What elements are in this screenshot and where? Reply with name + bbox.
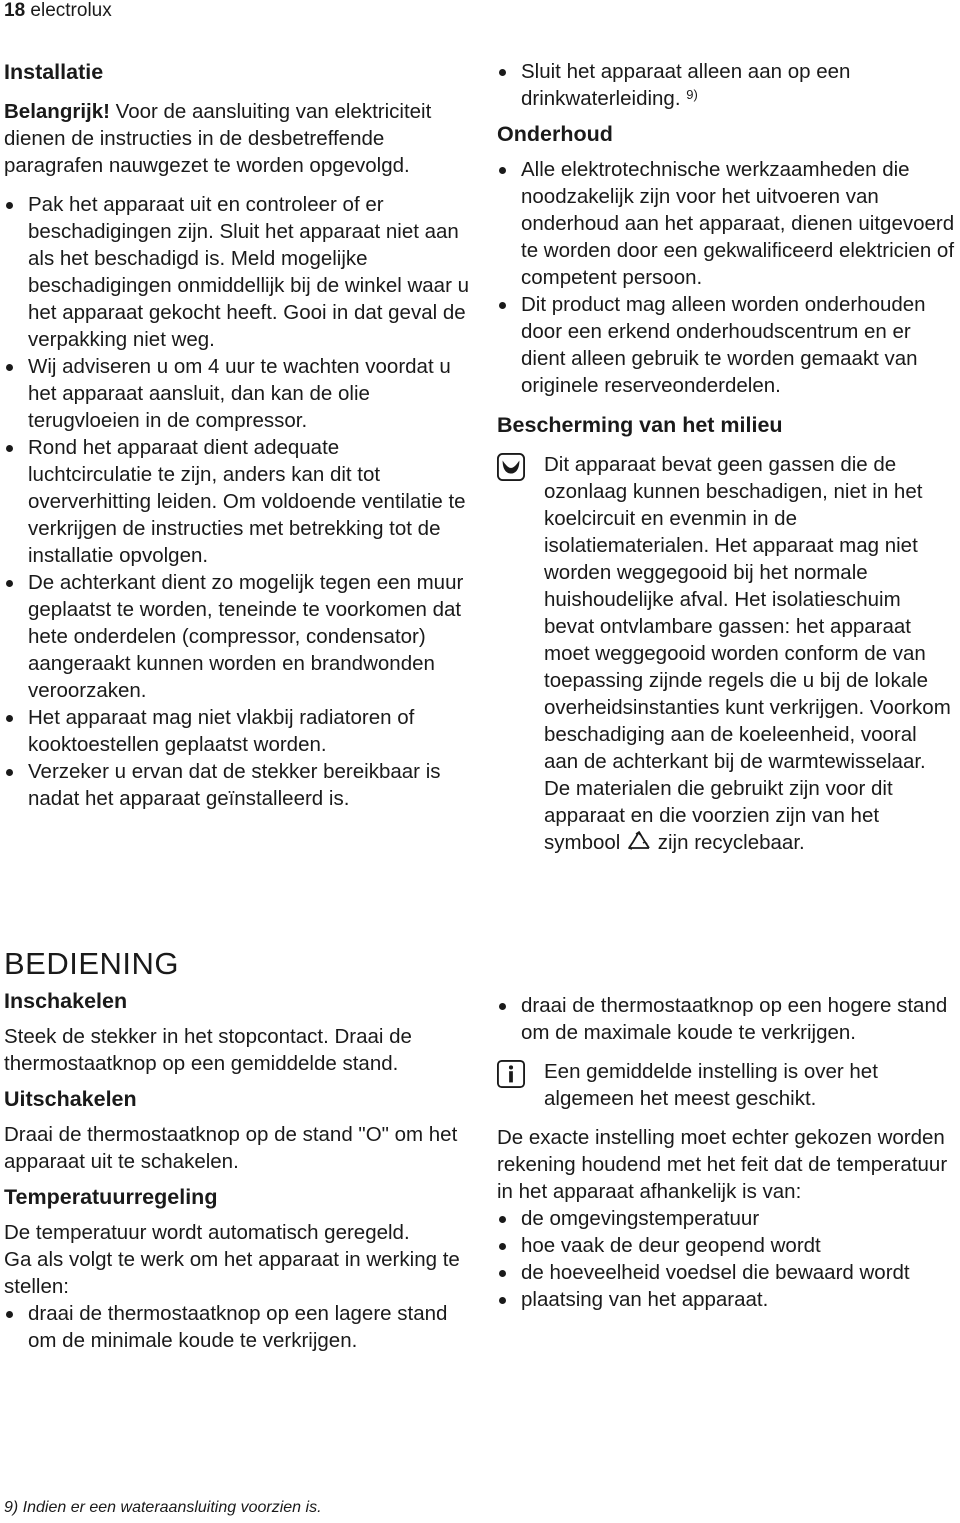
important-paragraph	[4, 98, 469, 179]
list-item: Wij adviseren u om 4 uur te wachten voordat u het apparaat aansluit, dan kan de olie terugvloeien in de compressor.	[4, 353, 469, 434]
brand-name: electrolux	[30, 0, 112, 21]
list-item: draai de thermostaatknop op een hogere stand om de maximale koude te verkrijgen.	[497, 992, 955, 1046]
uitschakelen-text: Draai de thermostaatknop op de stand "O" om het apparaat uit te schakelen.	[4, 1123, 458, 1173]
inschakelen-title: Inschakelen	[4, 989, 128, 1013]
milieu-note	[497, 451, 955, 856]
info-note	[497, 1058, 955, 1112]
temperatuur-list	[4, 1300, 469, 1354]
list-item: de omgevingstemperatuur	[497, 1205, 955, 1232]
footnote: 9) Indien er een wateraansluiting voorzien is.	[4, 1499, 322, 1516]
temperatuur-list-continued	[497, 992, 955, 1046]
exact-setting-text: De exacte instelling moet echter gekozen worden rekening houdend met het feit dat de temperatuur in het apparaat afhankelijk is van:	[497, 1126, 948, 1203]
right-column-bottom	[497, 992, 955, 1313]
bediening-title: BEDIENING	[4, 946, 180, 981]
temperatuur-text-1: De temperatuur wordt automatisch geregeld.	[4, 1221, 410, 1244]
factors-list	[497, 1205, 955, 1313]
environment-icon	[497, 453, 525, 481]
info-icon	[497, 1060, 525, 1088]
list-item	[497, 58, 955, 112]
important-label: Belangrijk!	[4, 100, 110, 123]
list-item: draai de thermostaatknop op een lagere stand om de minimale koude te verkrijgen.	[4, 1300, 469, 1354]
installatie-title: Installatie	[4, 60, 104, 84]
water-item-text: Sluit het apparaat alleen aan op een drinkwaterleiding.	[521, 60, 851, 110]
milieu-title: Bescherming van het milieu	[497, 413, 783, 437]
installatie-section	[4, 58, 469, 812]
info-note-text: Een gemiddelde instelling is over het algemeen het meest geschikt.	[544, 1060, 878, 1110]
milieu-text-end: zijn recyclebaar.	[652, 831, 805, 854]
inschakelen-text: Steek de stekker in het stopcontact. Draai de thermostaatknop op een gemiddelde stand.	[4, 1025, 412, 1075]
water-list	[497, 58, 955, 112]
list-item: Het apparaat mag niet vlakbij radiatoren of kooktoestellen geplaatst worden.	[4, 704, 469, 758]
installatie-list	[4, 191, 469, 812]
uitschakelen-title: Uitschakelen	[4, 1087, 137, 1111]
list-item: Verzeker u ervan dat de stekker bereikbaar is nadat het apparaat geïnstalleerd is.	[4, 758, 469, 812]
list-item: Alle elektrotechnische werkzaamheden die noodzakelijk zijn voor het uitvoeren van onderhoud aan het apparaat, dienen uitgevoerd te worden door een gekwalificeerd elektricien of competent persoon.	[497, 156, 955, 291]
bediening-section	[4, 945, 469, 1354]
recycle-icon	[626, 830, 652, 852]
temperatuur-text-2: Ga als volgt te werk om het apparaat in werking te stellen:	[4, 1248, 460, 1298]
page-header	[4, 0, 112, 22]
list-item: De achterkant dient zo mogelijk tegen een muur geplaatst te worden, teneinde te voorkomen dat hete onderdelen (compressor, condensator) aangeraakt kunnen worden en brandwonden veroorzaken.	[4, 569, 469, 704]
list-item: hoe vaak de deur geopend wordt	[497, 1232, 955, 1259]
milieu-text: Dit apparaat bevat geen gassen die de ozonlaag kunnen beschadigen, niet in het koelcircuit en evenmin in de isolatiematerialen. Het apparaat mag niet worden weggegooid bij het normale huishoudelijke afval. Het isolatieschuim bevat ontvlambare gassen: het apparaat moet weggegooid worden conform de van toepassing zijnde regels die u bij de lokale overheidsinstanties kunt verkrijgen. Voorkom beschadiging aan de koeleenheid, vooral aan de achterkant bij de warmtewisselaar. De materialen die gebruikt zijn voor dit apparaat en die voorzien zijn van het symbool	[544, 453, 951, 854]
list-item: Dit product mag alleen worden onderhouden door een erkend onderhoudscentrum en er dient alleen gebruik te worden gemaakt van originele reserveonderdelen.	[497, 291, 955, 399]
right-column-top	[497, 58, 955, 856]
temperatuur-title: Temperatuurregeling	[4, 1185, 218, 1209]
important-text: Voor de aansluiting van elektriciteit dienen de instructies in de desbetreffende paragrafen nauwgezet te worden opgevolgd.	[4, 100, 432, 177]
page-number: 18	[4, 0, 26, 21]
list-item: de hoeveelheid voedsel die bewaard wordt	[497, 1259, 955, 1286]
footnote-ref: 9)	[686, 87, 698, 102]
onderhoud-title: Onderhoud	[497, 122, 613, 146]
list-item: plaatsing van het apparaat.	[497, 1286, 955, 1313]
list-item: Rond het apparaat dient adequate luchtcirculatie te zijn, anders kan dit tot oververhitting leiden. Om voldoende ventilatie te verkrijgen de instructies met betrekking tot de installatie opvolgen.	[4, 434, 469, 569]
onderhoud-list	[497, 156, 955, 399]
list-item: Pak het apparaat uit en controleer of er beschadigingen zijn. Sluit het apparaat niet aan als het beschadigd is. Meld mogelijke beschadigingen onmiddellijk bij de winkel waar u het apparaat gekocht heeft. Gooi in dat geval de verpakking niet weg.	[4, 191, 469, 353]
